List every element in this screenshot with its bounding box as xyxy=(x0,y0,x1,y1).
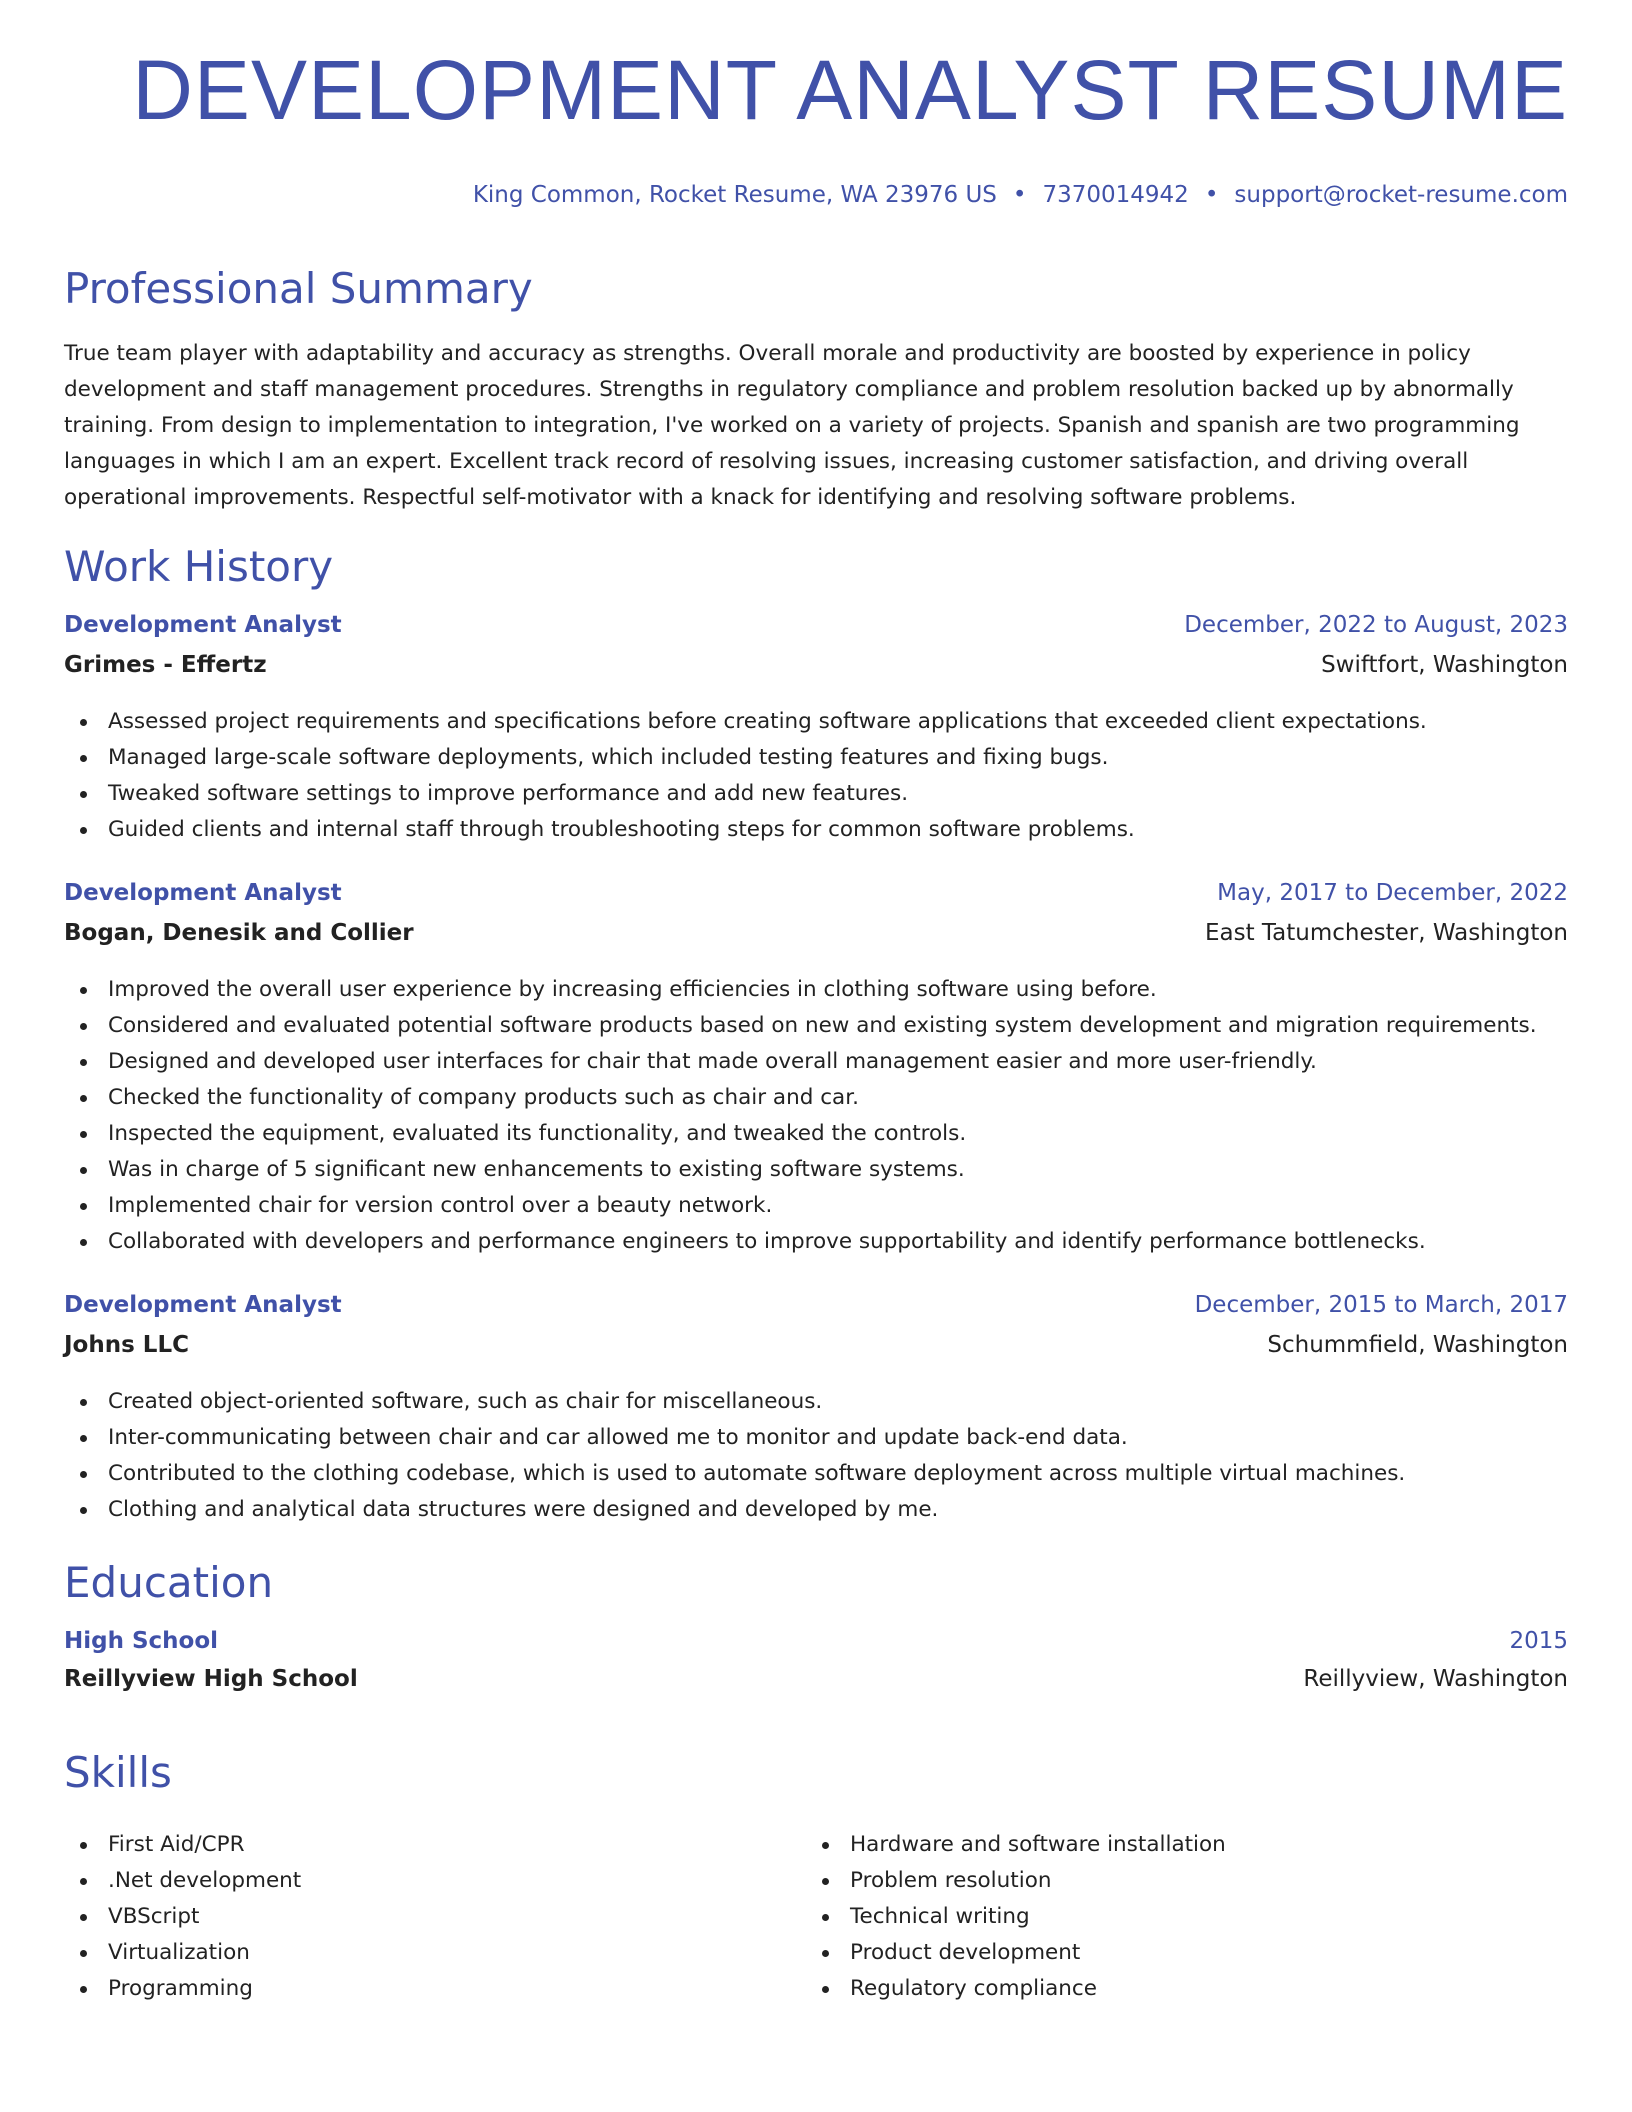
education-year: 2015 xyxy=(1509,1628,1568,1654)
job-bullets xyxy=(64,1384,1568,1528)
company-name: Grimes - Effertz xyxy=(64,652,267,678)
degree: High School xyxy=(64,1628,219,1654)
education-heading: Education xyxy=(64,1558,274,1607)
job-bullets xyxy=(64,704,1568,848)
skill-item: First Aid/CPR xyxy=(64,1827,764,1863)
list-item: Clothing and analytical data structures were designed and developed by me. xyxy=(64,1492,1568,1528)
list-item: Was in charge of 5 significant new enhancements to existing software systems. xyxy=(64,1152,1568,1188)
separator-dot: • xyxy=(1012,182,1027,208)
list-item: Created object-oriented software, such as chair for miscellaneous. xyxy=(64,1384,1568,1420)
job-dates: December, 2015 to March, 2017 xyxy=(1194,1292,1568,1318)
school-name: Reillyview High School xyxy=(64,1666,358,1692)
skill-item: Technical writing xyxy=(806,1899,1506,1935)
list-item: Inter-communicating between chair and car allowed me to monitor and update back-end data. xyxy=(64,1420,1568,1456)
contact-line xyxy=(473,182,1568,208)
job-location: Swiftfort, Washington xyxy=(1321,652,1568,678)
work-history-heading: Work History xyxy=(64,542,334,591)
job-bullets xyxy=(64,972,1568,1260)
list-item: Improved the overall user experience by increasing efficiencies in clothing software using before. xyxy=(64,972,1568,1008)
job-title: Development Analyst xyxy=(64,880,342,906)
skill-item: .Net development xyxy=(64,1863,764,1899)
list-item: Implemented chair for version control over a beauty network. xyxy=(64,1188,1568,1224)
skills-heading: Skills xyxy=(64,1748,172,1797)
address: King Common, Rocket Resume, WA 23976 US xyxy=(472,182,997,208)
resume-title: DEVELOPMENT ANALYST RESUME xyxy=(132,43,1568,137)
skill-item: Problem resolution xyxy=(806,1863,1506,1899)
list-item: Contributed to the clothing codebase, which is used to automate software deployment across multiple virtual machines. xyxy=(64,1456,1568,1492)
job-location: East Tatumchester, Washington xyxy=(1204,920,1568,946)
skill-item: Programming xyxy=(64,1971,764,2007)
skill-item: Regulatory compliance xyxy=(806,1971,1506,2007)
separator-dot: • xyxy=(1204,182,1219,208)
skills-list-right xyxy=(806,1827,1506,2007)
list-item: Guided clients and internal staff through troubleshooting steps for common software problems. xyxy=(64,812,1568,848)
job-title: Development Analyst xyxy=(64,1292,342,1318)
list-item: Collaborated with developers and performance engineers to improve supportability and identify performance bottlenecks. xyxy=(64,1224,1568,1260)
skill-item: Virtualization xyxy=(64,1935,764,1971)
job-entry xyxy=(64,1292,1568,1528)
summary-heading: Professional Summary xyxy=(64,264,533,313)
list-item: Considered and evaluated potential software products based on new and existing system development and migration requirements. xyxy=(64,1008,1568,1044)
summary-text: True team player with adaptability and accuracy as strengths. Overall morale and productivity are boosted by experience in policy development and staff management procedures. Strengths in regulatory compliance and problem resolution backed up by abnormally training. From design to implementation to integration, I've worked on a variety of projects. Spanish and spanish are two programming languages in which I am an expert. Excellent track record of resolving issues, increasing customer satisfaction, and driving overall operational improvements. Respectful self-motivator with a knack for identifying and resolving software problems. xyxy=(64,341,1520,510)
skill-item: Hardware and software installation xyxy=(806,1827,1506,1863)
company-name: Bogan, Denesik and Collier xyxy=(64,920,414,946)
job-dates: May, 2017 to December, 2022 xyxy=(1217,880,1568,906)
list-item: Designed and developed user interfaces for chair that made overall management easier and more user-friendly. xyxy=(64,1044,1568,1080)
job-entry xyxy=(64,612,1568,848)
list-item: Tweaked software settings to improve performance and add new features. xyxy=(64,776,1568,812)
list-item: Checked the functionality of company products such as chair and car. xyxy=(64,1080,1568,1116)
email-link[interactable]: support@rocket-resume.com xyxy=(1234,182,1568,208)
list-item: Managed large-scale software deployments, which included testing features and fixing bugs. xyxy=(64,740,1568,776)
skill-item: Product development xyxy=(806,1935,1506,1971)
skill-item: VBScript xyxy=(64,1899,764,1935)
job-location: Schummfield, Washington xyxy=(1267,1332,1568,1358)
list-item: Assessed project requirements and specifications before creating software applications that exceeded client expectations. xyxy=(64,704,1568,740)
school-location: Reillyview, Washington xyxy=(1303,1666,1568,1692)
job-title: Development Analyst xyxy=(64,612,342,638)
skills-list-left xyxy=(64,1827,764,2007)
job-dates: December, 2022 to August, 2023 xyxy=(1184,612,1568,638)
company-name: Johns LLC xyxy=(64,1332,189,1358)
job-entry xyxy=(64,880,1568,1260)
phone: 7370014942 xyxy=(1042,182,1189,208)
education-entry xyxy=(64,1628,1568,1706)
list-item: Inspected the equipment, evaluated its functionality, and tweaked the controls. xyxy=(64,1116,1568,1152)
